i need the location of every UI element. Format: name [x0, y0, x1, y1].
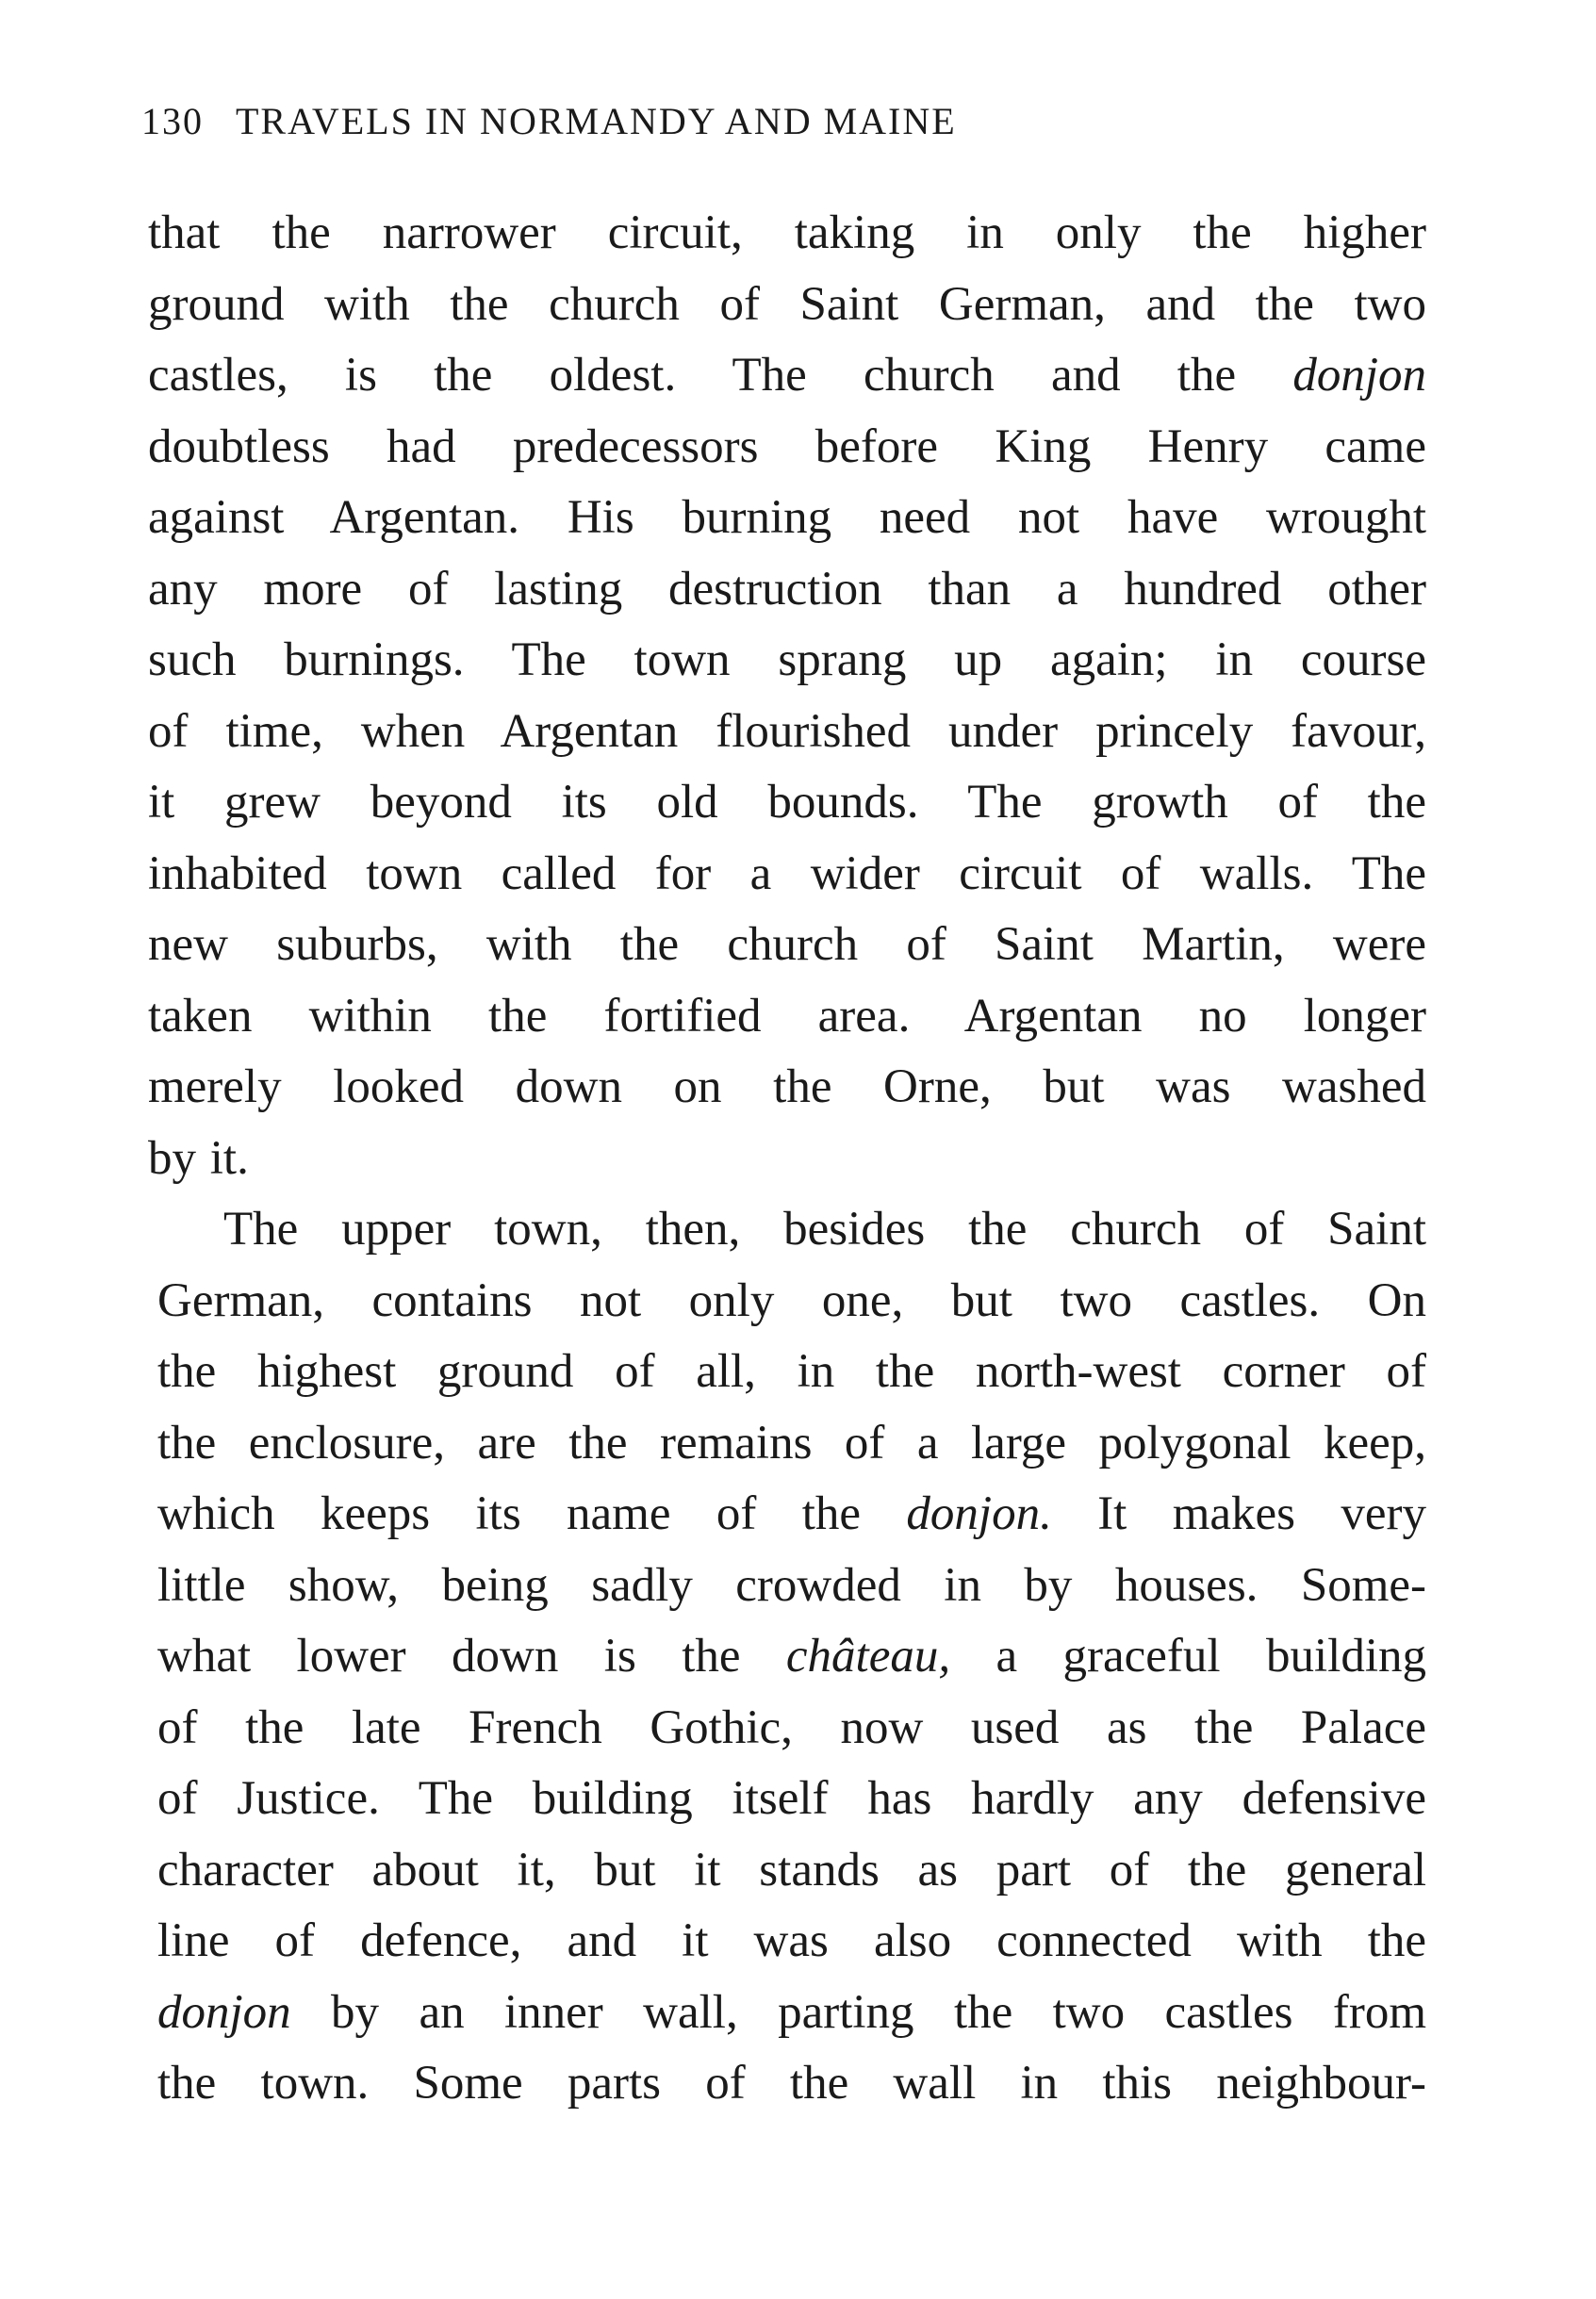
text-line: [157, 1551, 1426, 1622]
text-segment: taken within the fortified area. Argentan no longer: [148, 989, 1426, 1043]
text-line: [157, 1479, 1426, 1551]
text-segment: little show, being sadly crowded in by houses. Some-: [157, 1558, 1426, 1612]
text-segment: of Justice. The building itself has hardly any defensive: [157, 1772, 1426, 1825]
text-segment: line of defence, and it was also connected with the: [157, 1914, 1426, 1967]
text-segment: such burnings. The town sprang up again; in course: [148, 633, 1426, 686]
text-segment: what lower down is the: [157, 1630, 786, 1683]
text-segment: of time, when Argentan flourished under princely favour,: [148, 704, 1426, 758]
page-number: 130: [141, 100, 204, 142]
text-segment: inhabited town called for a wider circuit of walls. The: [148, 846, 1426, 900]
text-segment: of the late French Gothic, now used as the Palace: [157, 1700, 1426, 1754]
italic-text: donjon: [157, 1985, 291, 2039]
text-segment: German, contains not only one, but two castles. On: [157, 1273, 1426, 1327]
text-line: [157, 1266, 1426, 1338]
text-line: [148, 412, 1426, 484]
text-line: [148, 910, 1426, 981]
text-line: [148, 554, 1426, 626]
italic-text: donjon.: [906, 1487, 1052, 1540]
text-segment: ground with the church of Saint German, and the two: [148, 277, 1426, 331]
text-segment: The upper town, then, besides the church of Saint: [223, 1203, 1426, 1256]
italic-text: donjon: [1292, 349, 1426, 402]
text-line: [157, 1194, 1426, 1266]
text-segment: that the narrower circuit, taking in only the higher: [148, 206, 1426, 259]
text-segment: the enclosure, are the remains of a large polygonal keep,: [157, 1416, 1426, 1470]
text-line: [148, 697, 1426, 768]
text-line: [157, 1835, 1426, 1907]
text-segment: merely looked down on the Orne, but was washed: [148, 1060, 1426, 1113]
running-title: TRAVELS IN NORMANDY AND MAINE: [236, 100, 957, 142]
text-line: [157, 1621, 1426, 1693]
text-line: [157, 1408, 1426, 1480]
running-header: [141, 99, 1273, 143]
text-line: [148, 625, 1426, 697]
text-segment: by an inner wall, parting the two castles from: [290, 1985, 1426, 2039]
paragraph: [148, 198, 1426, 1194]
text-segment: the town. Some parts of the wall in this neighbour-: [157, 2057, 1426, 2110]
text-line: [148, 1052, 1426, 1124]
text-segment: It makes very: [1051, 1487, 1426, 1540]
text-segment: it grew beyond its old bounds. The growth of the: [148, 776, 1426, 829]
text-line: [148, 839, 1426, 911]
text-line: [157, 1337, 1426, 1408]
paragraph: [148, 1194, 1426, 2120]
text-line: [148, 767, 1426, 839]
italic-text: château,: [785, 1630, 951, 1683]
text-segment: a graceful building: [950, 1630, 1426, 1683]
text-line: [157, 1693, 1426, 1765]
text-line: [148, 340, 1426, 412]
text-line: [148, 270, 1426, 341]
text-segment: any more of lasting destruction than a hundred other: [148, 562, 1426, 616]
text-segment: by it.: [148, 1131, 249, 1185]
text-segment: which keeps its name of the: [157, 1487, 907, 1540]
text-line: [148, 981, 1426, 1053]
text-line: [157, 2048, 1426, 2120]
text-segment: castles, is the oldest. The church and the: [148, 349, 1293, 402]
text-line: [148, 198, 1426, 270]
text-segment: doubtless had predecessors before King Henry came: [148, 419, 1426, 473]
text-segment: against Argentan. His burning need not have wrought: [148, 491, 1426, 544]
text-segment: the highest ground of all, in the north-west corner of: [157, 1345, 1426, 1398]
text-line: [157, 1764, 1426, 1835]
text-line: [148, 483, 1426, 554]
text-line: [148, 1124, 1426, 1195]
text-line: [157, 1978, 1426, 2049]
text-segment: character about it, but it stands as part of the general: [157, 1843, 1426, 1897]
text-segment: new suburbs, with the church of Saint Martin, were: [148, 918, 1426, 971]
text-line: [157, 1906, 1426, 1978]
body-text: [148, 198, 1426, 2120]
